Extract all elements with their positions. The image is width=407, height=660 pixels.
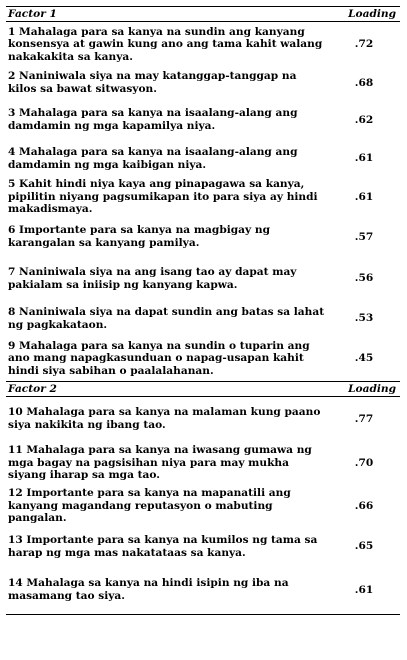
- loading-value: .62: [354, 113, 374, 126]
- loading-column-header: Loading: [348, 382, 396, 395]
- item-text: 12 Importante para sa kanya na mapanatili ang kanyang magandang reputasyon o mabuting pangalan.: [8, 487, 291, 525]
- item-text: 10 Mahalaga para sa kanya na malaman kung paano siya nakikita ng ibang tao.: [8, 406, 321, 431]
- loading-column-header: Loading: [348, 7, 396, 20]
- item-row: [6, 256, 400, 301]
- item-text: 9 Mahalaga para sa kanya na sundin o tuparin ang ano mang napagkasunduan o napag-usapan kahit hindi siya sabihan o paalalahanan.: [8, 339, 310, 377]
- factor-header: [6, 7, 400, 22]
- loading-value: .77: [354, 412, 374, 425]
- loading-value: .61: [354, 152, 374, 165]
- item-row: [6, 527, 400, 566]
- factor-header: [6, 381, 400, 397]
- loading-value: .61: [354, 583, 374, 596]
- loading-value: .68: [354, 76, 374, 89]
- item-text: 8 Naniniwala siya na dapat sundin ang batas sa lahat ng pagkakataon.: [8, 305, 325, 331]
- loading-value: .72: [354, 38, 374, 51]
- item-row: [6, 336, 400, 381]
- loading-value: .57: [354, 230, 374, 243]
- item-text: 6 Importante para sa kanya na magbigay ng karangalan sa kanyang pamilya.: [8, 224, 270, 249]
- item-row: [6, 22, 400, 67]
- item-text: 2 Naniniwala siya na may katanggap-tanggap na kilos sa bawat sitwasyon.: [8, 70, 297, 95]
- factor-label: Factor 2: [8, 382, 57, 395]
- loading-value: .56: [354, 272, 374, 285]
- factor-loadings-table: [6, 6, 400, 615]
- item-row: [6, 301, 400, 336]
- item-text: 5 Kahit hindi niya kaya ang pinapagawa sa kanya, pipilitin niyang pagsumikapan ito para siya ay hindi makadismaya.: [8, 178, 318, 216]
- loading-value: .45: [354, 352, 374, 365]
- item-row: [6, 99, 400, 141]
- loading-value: .70: [354, 456, 374, 469]
- item-text: 7 Naniniwala siya na ang isang tao ay dapat may pakialam sa iniisip ng kanyang kapwa.: [8, 265, 297, 291]
- item-text: 3 Mahalaga para sa kanya na isaalang-alang ang damdamin ng mga kapamilya niya.: [8, 107, 298, 132]
- item-text: 4 Mahalaga para sa kanya na isaalang-alang ang damdamin ng mga kaibigan niya.: [8, 145, 298, 171]
- item-row: [6, 218, 400, 256]
- loading-value: .61: [354, 190, 374, 203]
- item-row: [6, 67, 400, 99]
- factor-label: Factor 1: [8, 7, 57, 20]
- item-text: 14 Mahalaga sa kanya na hindi isipin ng iba na masamang tao siya.: [8, 577, 289, 602]
- loading-value: .65: [354, 540, 374, 553]
- item-text: 11 Mahalaga para sa kanya na iwasang gumawa ng mga bagay na pagsisihan niya para may mukha siyang iharap sa mga tao.: [8, 444, 312, 482]
- item-row: [6, 566, 400, 614]
- item-text: 1 Mahalaga para sa kanya na sundin ang kanyang konsensya at gawin kung ano ang tama kahit walang nakakakita sa kanya.: [8, 25, 323, 63]
- item-row: [6, 141, 400, 176]
- loading-value: .53: [354, 312, 374, 325]
- item-text: 13 Importante para sa kanya na kumilos ng tama sa harap ng mga mas nakatataas sa kanya.: [8, 533, 318, 559]
- loading-value: .66: [354, 499, 374, 512]
- item-row: [6, 397, 400, 441]
- item-row: [6, 441, 400, 485]
- item-row: [6, 176, 400, 218]
- item-row: [6, 485, 400, 527]
